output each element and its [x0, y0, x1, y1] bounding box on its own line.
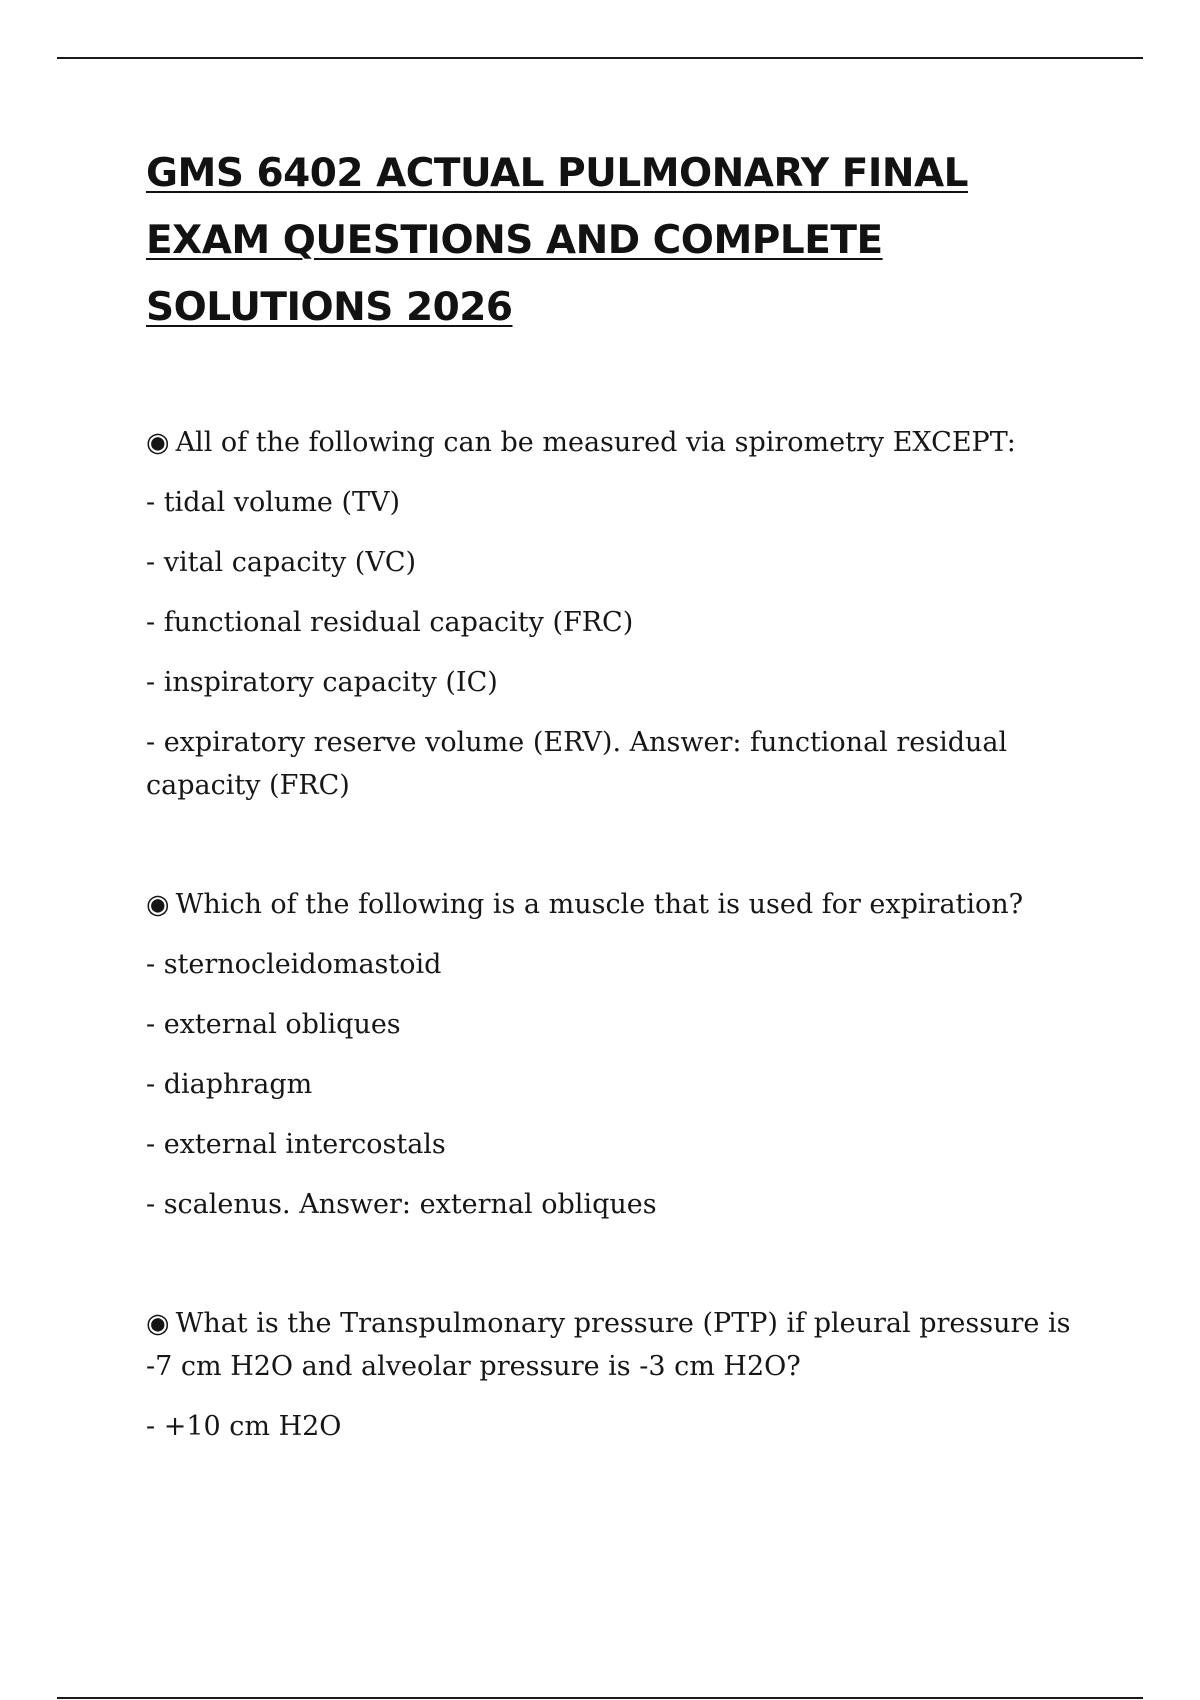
page-content: [146, 140, 1086, 1465]
radio-bullet-icon: ◉: [146, 889, 170, 920]
question-2-prompt: [146, 883, 1086, 926]
option-item: - functional residual capacity (FRC): [146, 607, 634, 638]
option-item-with-answer: - scalenus. Answer: external obliques: [146, 1189, 657, 1220]
question-prompt-text: Which of the following is a muscle that is used for expiration?: [175, 889, 1024, 920]
option-item: - sternocleidomastoid: [146, 949, 442, 980]
question-3-prompt: [146, 1302, 1086, 1388]
option-item: - external intercostals: [146, 1129, 446, 1160]
radio-bullet-icon: ◉: [146, 427, 170, 458]
bottom-rule: [57, 1697, 1143, 1699]
question-2: [146, 883, 1086, 1226]
top-rule: [57, 57, 1143, 59]
option-item-with-answer: - expiratory reserve volume (ERV). Answer: functional residual capacity (FRC): [146, 727, 1008, 801]
option-item: - external obliques: [146, 1009, 401, 1040]
question-prompt-text: What is the Transpulmonary pressure (PTP) if pleural pressure is -7 cm H2O and alveolar pressure is -3 cm H2O?: [146, 1308, 1071, 1382]
document-title: GMS 6402 ACTUAL PULMONARY FINAL EXAM QUESTIONS AND COMPLETE SOLUTIONS 2026: [146, 151, 969, 330]
option-item: - +10 cm H2O: [146, 1411, 342, 1442]
question-3: [146, 1302, 1086, 1448]
question-prompt-text: All of the following can be measured via spirometry EXCEPT:: [175, 427, 1016, 458]
radio-bullet-icon: ◉: [146, 1308, 170, 1339]
option-item: - inspiratory capacity (IC): [146, 667, 498, 698]
question-1: [146, 421, 1086, 807]
option-item: - diaphragm: [146, 1069, 313, 1100]
option-item: - vital capacity (VC): [146, 547, 417, 578]
question-1-prompt: [146, 421, 1086, 464]
option-item: - tidal volume (TV): [146, 487, 401, 518]
